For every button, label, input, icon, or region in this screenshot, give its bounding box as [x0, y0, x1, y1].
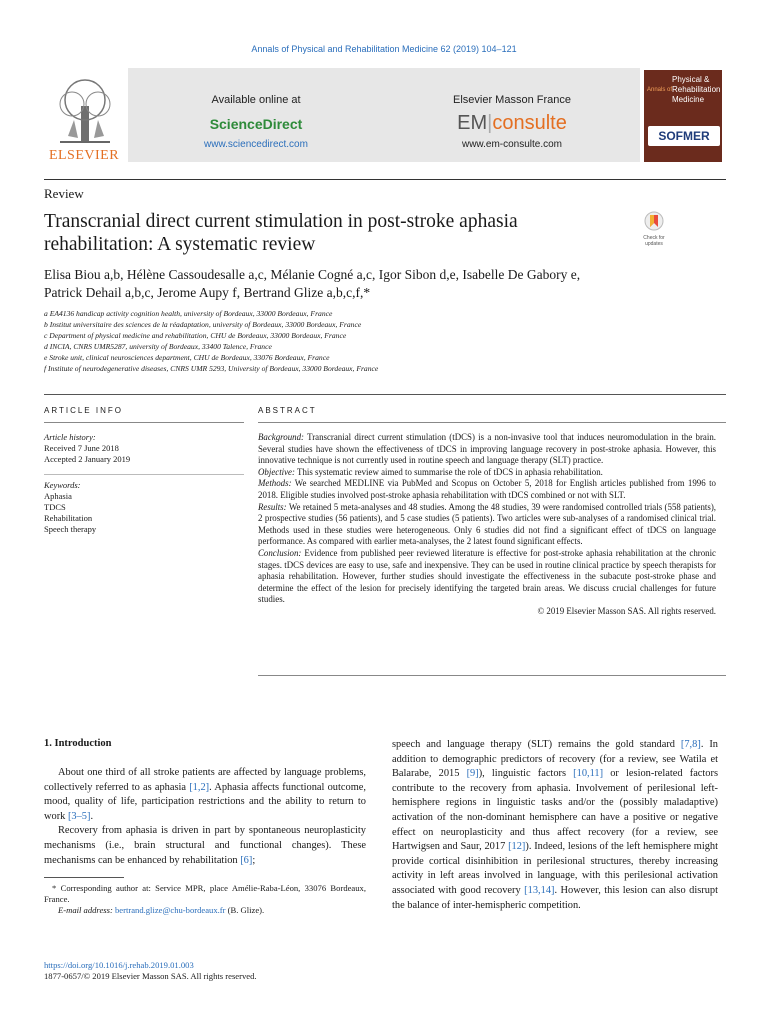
- intro-paragraph-1: About one third of all stroke patients are affected by language problems, collectively referred to as aphasia [1,2]. Aphasia affects functional outcome, mood, quality of life, participation restrictions and the ability to return to work [3–5].: [44, 767, 366, 822]
- intro-column-right: [392, 738, 718, 913]
- tree-icon: [50, 76, 120, 148]
- keyword-item: Aphasia: [44, 491, 72, 501]
- abstract-methods: Methods: We searched MEDLINE via PubMed and Scopus on October 5, 2018 for English articles published from 1996 to 2018. Eligible studies involved post-stroke aphasia rehabilitation with tDCS combined or not with SLT.: [258, 478, 716, 500]
- elsevier-logo: [44, 68, 124, 168]
- intro-paragraph-2: Recovery from aphasia is driven in part by spontaneous neuroplasticity mechanisms (i.e., brain structural and functional changes). These mechanisms can be enhanced by rehabilitation [6];: [44, 825, 366, 866]
- reference-link[interactable]: [9]: [466, 768, 479, 780]
- issn-copyright: 1877-0657/© 2019 Elsevier Masson SAS. All rights reserved.: [44, 971, 257, 981]
- abstract-background: Background: Transcranial direct current stimulation (tDCS) is a non-invasive tool that induces neuromodulation in the brain. Several studies have shown the effectiveness of tDCS in improving language recovery in post-stroke aphasia. However, this innovative technique is not currently used in routine speech and language therapy (SLT) practice.: [258, 432, 716, 466]
- article-info-heading: ARTICLE INFO: [44, 406, 123, 415]
- affiliation-c: c Department of physical medicine and rehabilitation, CHU de Bordeaux, 33000 Bordeaux, France: [44, 331, 347, 340]
- cover-side-text: Annals of: [647, 87, 673, 93]
- reference-link[interactable]: [12]: [508, 841, 526, 853]
- check-for-updates-label: Check for updates: [643, 235, 665, 247]
- author-list: [44, 266, 734, 302]
- reference-link[interactable]: [10,11]: [573, 768, 604, 780]
- reference-link[interactable]: [1,2]: [189, 781, 210, 793]
- abstract-end-rule: [258, 675, 726, 676]
- article-type: Review: [44, 186, 84, 201]
- email-line: E-mail address: bertrand.glize@chu-bordeaux.fr (B. Glize).: [58, 905, 265, 915]
- sofmer-logo: SOFMER: [648, 126, 720, 146]
- doi-block: [44, 960, 257, 982]
- em-part: EM: [457, 112, 488, 134]
- publisher-banner: [44, 68, 726, 172]
- reference-link[interactable]: [6]: [240, 854, 253, 866]
- affiliation-a: a EA4136 handicap activity cognition health, university of Bordeaux, 33000 Bordeaux, France: [44, 309, 333, 318]
- sciencedirect-link[interactable]: www.sciencedirect.com: [204, 139, 308, 150]
- keywords-rule: [44, 474, 244, 475]
- section-heading: 1. Introduction: [44, 738, 112, 749]
- reference-link[interactable]: [7,8]: [680, 739, 701, 750]
- consulte-part: consulte: [492, 112, 567, 134]
- email-link[interactable]: bertrand.glize@chu-bordeaux.fr: [114, 905, 226, 915]
- journal-citation[interactable]: Annals of Physical and Rehabilitation Medicine 62 (2019) 104–121: [251, 44, 517, 54]
- abstract-body: [258, 432, 716, 618]
- available-online-label: Available online at: [211, 94, 301, 106]
- bookmark-icon: [644, 211, 664, 233]
- reference-link[interactable]: [3–5]: [67, 810, 91, 822]
- check-for-updates-badge[interactable]: [634, 211, 674, 251]
- online-availability-box: [128, 68, 640, 162]
- accepted-date: Accepted 2 January 2019: [44, 454, 131, 464]
- abstract-objective: Objective: This systematic review aimed to summarise the role of tDCS in aphasia rehabilitation.: [258, 466, 603, 477]
- keyword-item: Rehabilitation: [44, 513, 93, 523]
- reference-link[interactable]: [13,14]: [524, 884, 555, 896]
- abstract-rule: [258, 422, 726, 423]
- journal-cover[interactable]: [644, 70, 722, 162]
- keyword-item: TDCS: [44, 502, 66, 512]
- publisher-label: Elsevier Masson France: [453, 94, 571, 106]
- author-line-1: Elisa Biou a,b, Hélène Cassoudesalle a,c, Mélanie Cogné a,c, Igor Sibon d,e, Isabelle De Gabory e,: [44, 267, 581, 282]
- footnote-rule: [44, 877, 124, 878]
- affiliation-f: f Institute of neurodegenerative diseases, CNRS UMR 5293, University of Bordeaux, 33000 Bordeaux, France: [44, 364, 379, 373]
- article-info-rule: [44, 422, 244, 423]
- affiliation-d: d INCIA, CNRS UMR5287, university of Bordeaux, 33400 Talence, France: [44, 342, 272, 351]
- intro-column-left: [44, 766, 366, 868]
- abstract-conclusion: Conclusion: Evidence from published peer reviewed literature is effective for post-stroke aphasia rehabilitation at the chronic stages. tDCS devices are easy to use, safe and inexpensive. They can be used in routine clinical practice by speech therapists for aphasia rehabilitation. However, further studies should investigate the effectiveness in the subacute post-stroke phase and determine the effect of the lesion for precisely identifying the targeted brain areas. We discuss crucial challenges for future studies.: [258, 547, 716, 605]
- doi-link[interactable]: https://doi.org/10.1016/j.rehab.2019.01.003: [44, 960, 194, 970]
- keyword-item: Speech therapy: [44, 524, 97, 534]
- keywords-label: Keywords:: [44, 480, 81, 490]
- abstract-copyright: © 2019 Elsevier Masson SAS. All rights reserved.: [537, 605, 716, 616]
- received-date: Received 7 June 2018: [44, 443, 119, 453]
- corresponding-address: * Corresponding author at: Service MPR, place Amélie-Raba-Léon, 33076 Bordeaux, France.: [44, 883, 366, 904]
- sciencedirect-logo[interactable]: ScienceDirect: [209, 116, 303, 132]
- cover-title: Physical & Rehabilitation Medicine: [672, 75, 721, 104]
- corresponding-footnote: [44, 883, 366, 916]
- affiliation-b: b Institut universitaire des sciences de la réadaptation, university of Bordeaux, 33000 Bordeaux, France: [44, 320, 362, 329]
- author-line-2: Patrick Dehail a,b,c, Jerome Aupy f, Bertrand Glize a,b,c,f,*: [44, 285, 371, 300]
- elsevier-wordmark: ELSEVIER: [48, 148, 120, 163]
- article-title: Transcranial direct current stimulation in post-stroke aphasia rehabilitation: A systematic review: [44, 211, 518, 255]
- intro-paragraph-3: speech and language therapy (SLT) remains the gold standard [7,8]. In addition to demographic predictors of recovery (for a review, see Watila et Balarabe, 2015 [9]), linguistic factors [10,11] or lesion-related factors contribute to the recovery from aphasia. Involvement of perilesional left-hemisphere regions in linguistic tasks and/or the (possibly maladaptive) activation of the non-dominant hemisphere can have a positive or negative effect on neuroplasticity and thus affect recovery (for a review, see Hartwigsen and Saur, 2017 [12]). Indeed, lesions of the left hemisphere might provide cortical disinhibition in perilesional structures, thereby increasing activity in left areas involved in language, with this perilesional activation associated with good recovery [13,14]. However, this lesion can also disrupt the balance of inter-hemispheric competition.: [392, 739, 719, 911]
- front-matter-divider: [44, 394, 726, 395]
- history-label: Article history:: [44, 432, 96, 442]
- header-divider: [44, 179, 726, 180]
- affiliation-e: e Stroke unit, clinical neurosciences department, CHU de Bordeaux, 33076 Bordeaux, France: [44, 353, 330, 362]
- em-consulte-link[interactable]: www.em-consulte.com: [461, 139, 563, 150]
- em-consulte-logo[interactable]: EM|consulte: [457, 112, 567, 134]
- abstract-results: Results: We retained 5 meta-analyses and 48 studies. Among the 48 studies, 39 were randomised controlled trials (558 patients), 2 prospective studies (56 patients), and 5 case studies (5 patients). Two articles were sub-analyses of a randomised clinical trial. Methods used in these studies were heterogeneous. Only 6 studies did not find a significant effect of tDCS on language performance. As compared with earlier meta-analyses, the 2 latest found significant effects.: [258, 501, 716, 547]
- abstract-heading: ABSTRACT: [258, 406, 317, 415]
